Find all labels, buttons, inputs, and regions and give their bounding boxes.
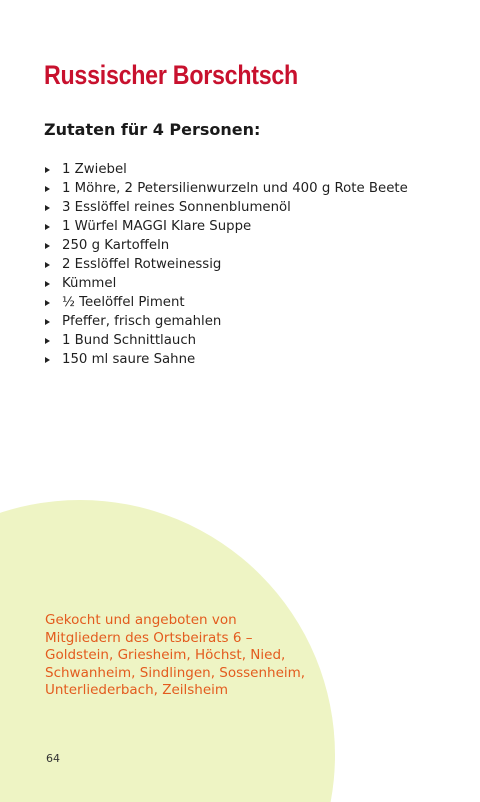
list-item [45,293,408,312]
list-item [45,198,408,217]
list-item [45,274,408,293]
ingredient-text: ½ Teelöffel Piment [62,295,185,310]
ingredient-text: 250 g Kartoffeln [62,238,170,253]
ingredient-text: 1 Würfel MAGGI Klare Suppe [62,219,252,234]
triangle-right-icon [45,224,50,230]
list-item [45,331,408,350]
triangle-right-icon [45,338,50,344]
ingredients-heading: Zutaten für 4 Personen: [44,120,261,139]
credits-line: Mitgliedern des Ortsbeirats 6 – [45,629,253,646]
ingredient-text: 150 ml saure Sahne [62,352,196,367]
ingredient-list [45,160,408,369]
ingredient-text: Pfeffer, frisch gemahlen [62,314,222,329]
ingredient-text: 2 Esslöffel Rotweinessig [62,257,222,272]
list-item [45,217,408,236]
triangle-right-icon [45,243,50,249]
triangle-right-icon [45,186,50,192]
triangle-right-icon [45,300,50,306]
credits-line: Schwanheim, Sindlingen, Sossenheim, [45,664,306,681]
triangle-right-icon [45,167,50,173]
triangle-right-icon [45,262,50,268]
triangle-right-icon [45,357,50,363]
triangle-right-icon [45,281,50,287]
credits-line: Gekocht und angeboten von [45,612,237,628]
recipe-title: Russischer Borschtsch [44,60,298,90]
credits-line: Unterliederbach, Zeilsheim [45,682,229,698]
credits-note [45,612,325,700]
list-item [45,236,408,255]
credits-line: Goldstein, Griesheim, Höchst, Nied, [45,647,286,663]
ingredient-text: 1 Bund Schnittlauch [62,333,197,348]
ingredient-text: Kümmel [62,276,117,291]
ingredient-text: 1 Zwiebel [62,162,127,177]
list-item [45,179,408,198]
ingredient-text: 1 Möhre, 2 Petersilienwurzeln und 400 g Rote Beete [62,181,408,196]
triangle-right-icon [45,205,50,211]
list-item [45,350,408,369]
list-item [45,255,408,274]
list-item [45,160,408,179]
ingredient-text: 3 Esslöffel reines Sonnenblumenöl [62,200,291,215]
page-number: 64 [46,752,60,765]
triangle-right-icon [45,319,50,325]
list-item [45,312,408,331]
